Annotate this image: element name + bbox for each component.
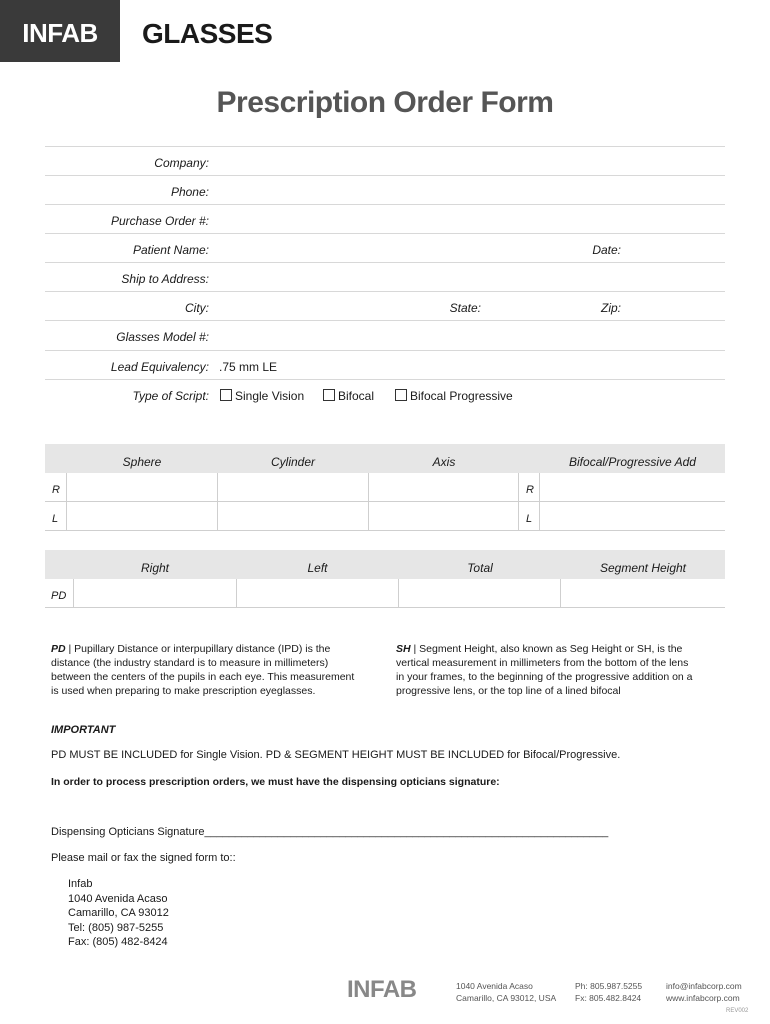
add-r-input[interactable]: [540, 473, 725, 502]
rx-row-l-label: L: [52, 513, 59, 525]
bifocal-option[interactable]: [323, 389, 374, 403]
row-divider: [45, 204, 725, 205]
pd-line: is used when preparing to make prescription eyeglasses.: [51, 685, 316, 697]
signature-line[interactable]: Dispensing Opticians Signature__________________________________________________________________: [51, 826, 609, 838]
script-type-label: Type of Script:: [132, 389, 209, 403]
important-line2: In order to process prescription orders, we must have the dispensing opticians signature:: [51, 776, 500, 788]
sphere-l-input[interactable]: [67, 502, 218, 531]
revision-code: REV002: [726, 1008, 749, 1014]
important-heading: IMPORTANT: [51, 724, 116, 736]
product-name: GLASSES: [142, 18, 273, 49]
po-label: Purchase Order #:: [110, 214, 209, 228]
footer-email[interactable]: info@infabcorp.com: [666, 981, 742, 991]
pd-right-input[interactable]: [74, 579, 237, 608]
zip-label: Zip:: [600, 301, 621, 315]
company-label: Company:: [154, 156, 209, 170]
sh-line: in your frames, to the beginning of the progressive addition on a: [396, 671, 693, 683]
address-line: Tel: (805) 987-5255: [68, 921, 164, 934]
bifocal-progressive-label: Bifocal Progressive: [410, 389, 513, 403]
add-header: Bifocal/Progressive Add: [569, 455, 696, 469]
page-title: Prescription Order Form: [216, 86, 554, 119]
single-vision-checkbox[interactable]: [220, 389, 232, 401]
segment-height-header: Segment Height: [599, 561, 687, 575]
important-line1: PD MUST BE INCLUDED for Single Vision. PD & SEGMENT HEIGHT MUST BE INCLUDED for Bifocal/Progressive.: [51, 749, 621, 761]
footer-address: [456, 980, 556, 1004]
bifocal-progressive-option[interactable]: [395, 389, 513, 403]
footer-contact: [666, 980, 742, 1004]
row-divider: [45, 379, 725, 380]
address-line: Camarillo, CA 93012: [68, 907, 169, 919]
total-header: Total: [467, 561, 493, 575]
row-divider: [45, 320, 725, 321]
bifocal-progressive-checkbox[interactable]: [395, 389, 407, 401]
single-vision-label: Single Vision: [235, 389, 305, 403]
phone-label: Phone:: [170, 185, 209, 199]
add-row-r-label: R: [526, 484, 534, 496]
segment-height-input[interactable]: [561, 579, 725, 608]
footer-address-line: 1040 Avenida Acaso: [456, 981, 533, 991]
lead-value: .75 mm LE: [219, 360, 278, 374]
footer-fax: Fx: 805.482.8424: [575, 993, 642, 1003]
row-divider: [45, 291, 725, 292]
add-row-l-label: L: [526, 513, 533, 525]
sh-line: | Segment Height, also known as Seg Height or SH, is the: [410, 643, 683, 655]
address-line: Fax: (805) 482-8424: [68, 936, 168, 948]
infab-logo: INFAB: [22, 18, 98, 48]
axis-l-input[interactable]: [369, 502, 519, 531]
sh-line: progressive lens, or the top line of a lined bifocal: [396, 685, 621, 697]
footer-phones: [575, 980, 642, 1004]
axis-r-input[interactable]: [369, 473, 519, 502]
patient-name-label: Patient Name:: [132, 243, 209, 257]
bifocal-label: Bifocal: [338, 389, 375, 403]
state-label: State:: [449, 301, 481, 315]
add-l-input[interactable]: [540, 502, 725, 531]
address-line: Infab: [68, 878, 93, 890]
pd-term: PD: [51, 643, 66, 655]
sh-term: SH: [396, 643, 411, 655]
mailing-address: [68, 877, 169, 950]
sh-definition: [396, 642, 726, 698]
row-divider: [45, 146, 725, 147]
mail-instructions: Please mail or fax the signed form to::: [51, 852, 236, 864]
ship-address-label: Ship to Address:: [121, 272, 209, 286]
cylinder-r-input[interactable]: [218, 473, 369, 502]
right-header: Right: [140, 561, 169, 575]
city-label: City:: [185, 301, 209, 315]
pd-total-input[interactable]: [399, 579, 561, 608]
date-label: Date:: [592, 243, 621, 257]
cylinder-header: Cylinder: [270, 455, 315, 469]
row-divider: [45, 350, 725, 351]
bifocal-checkbox[interactable]: [323, 389, 335, 401]
row-divider: [45, 262, 725, 263]
cylinder-l-input[interactable]: [218, 502, 369, 531]
pd-left-input[interactable]: [237, 579, 399, 608]
footer-website[interactable]: www.infabcorp.com: [666, 993, 740, 1003]
pd-line: between the centers of the pupils in each eye. This measurement: [51, 671, 355, 683]
pd-line: | Pupillary Distance or interpupillary distance (IPD) is the: [65, 643, 331, 655]
row-divider: [45, 233, 725, 234]
left-header: Left: [307, 561, 328, 575]
sphere-r-input[interactable]: [67, 473, 218, 502]
sh-line: vertical measurement in millimeters from the bottom of the lens: [396, 657, 689, 669]
single-vision-option[interactable]: [220, 389, 304, 403]
pd-definition: [51, 642, 381, 698]
rx-row-r-label: R: [52, 484, 60, 496]
sphere-header: Sphere: [122, 455, 162, 469]
axis-header: Axis: [432, 455, 456, 469]
footer-phone: Ph: 805.987.5255: [575, 981, 643, 991]
model-label: Glasses Model #:: [116, 330, 209, 344]
row-divider: [45, 175, 725, 176]
footer-logo: INFAB: [347, 976, 417, 1003]
pd-row-label: PD: [51, 590, 67, 602]
lead-label: Lead Equivalency:: [110, 360, 209, 374]
footer-address-line: Camarillo, CA 93012, USA: [456, 993, 557, 1003]
pd-line: distance (the industry standard is to measure in millimeters): [51, 657, 329, 669]
address-line: 1040 Avenida Acaso: [68, 892, 168, 905]
